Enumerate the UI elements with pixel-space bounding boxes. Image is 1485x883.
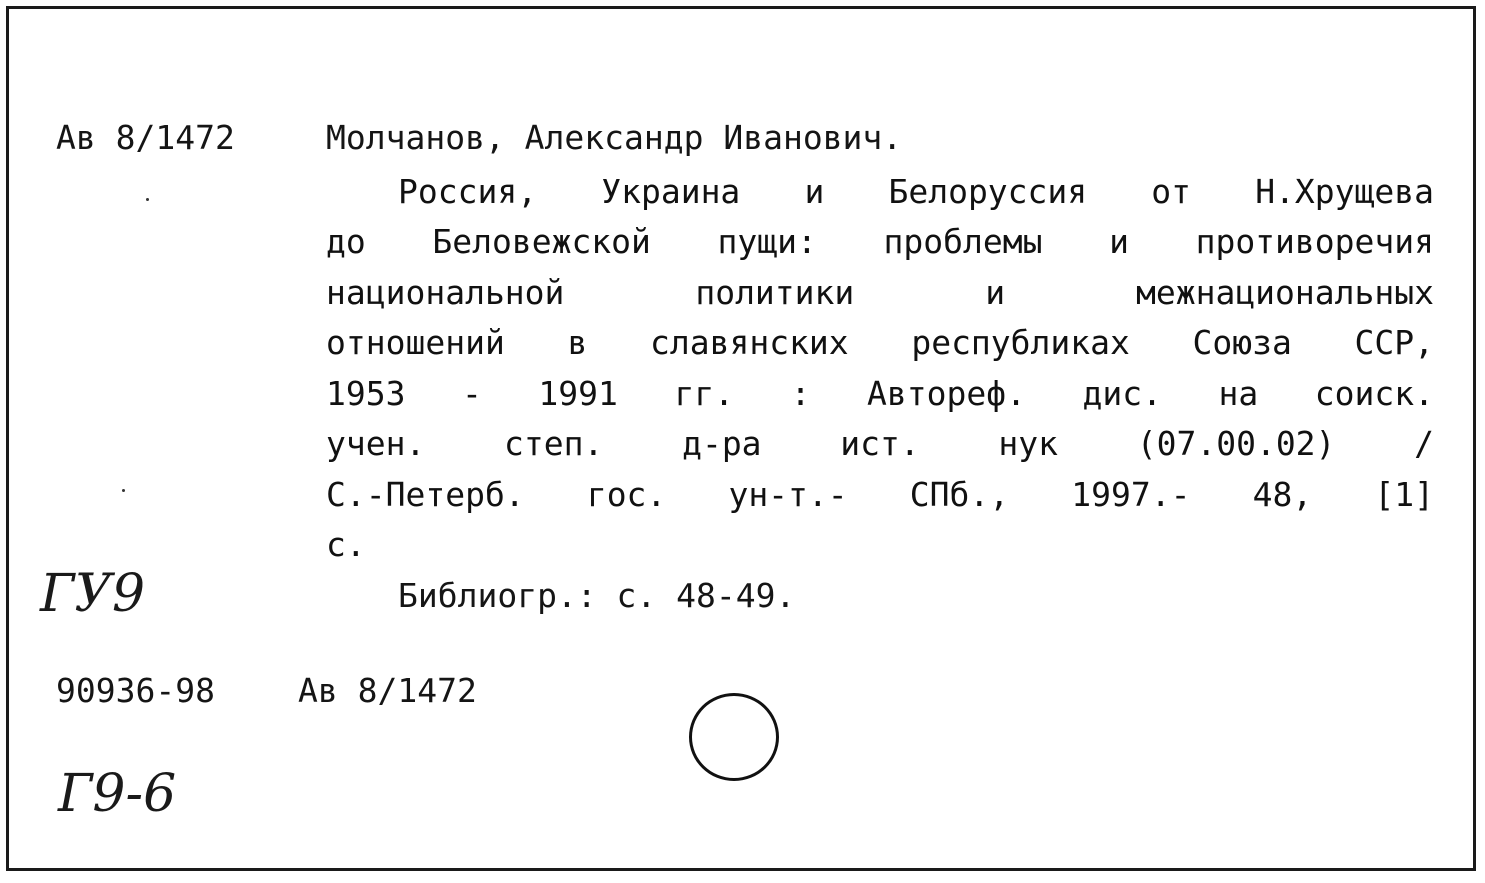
inventory-number: 90936-98 bbox=[56, 671, 215, 710]
inventory-call-number: Ав 8/1472 bbox=[298, 671, 477, 710]
description-line-3: национальной политики и межнациональных bbox=[326, 273, 1434, 312]
description-line-5: 1953 - 1991 гг. : Автореф. дис. на соиск. bbox=[326, 374, 1434, 413]
handwritten-code-bottom: Г9-6 bbox=[58, 764, 177, 824]
stray-mark bbox=[122, 489, 125, 492]
handwritten-code-top: ГУ9 bbox=[40, 564, 146, 624]
description-line-1: Россия, Украина и Белоруссия от Н.Хрущева bbox=[398, 172, 1434, 211]
description-line-4: отношений в славянских республиках Союза ССР, bbox=[326, 323, 1434, 362]
punch-hole bbox=[689, 693, 779, 781]
bibliography-note: Библиогр.: с. 48-49. bbox=[398, 576, 796, 615]
description-line-6: учен. степ. д-ра ист. нук (07.00.02) / bbox=[326, 424, 1434, 463]
stray-mark bbox=[146, 198, 149, 201]
call-number: Ав 8/1472 bbox=[56, 118, 235, 157]
description-line-7: С.-Петерб. гос. ун-т.- СПб., 1997.- 48, [1] bbox=[326, 475, 1434, 514]
description-line-8: с. bbox=[326, 525, 366, 564]
description-line-2: до Беловежской пущи: проблемы и противоречия bbox=[326, 222, 1434, 261]
author-heading: Молчанов, Александр Иванович. bbox=[326, 118, 903, 157]
